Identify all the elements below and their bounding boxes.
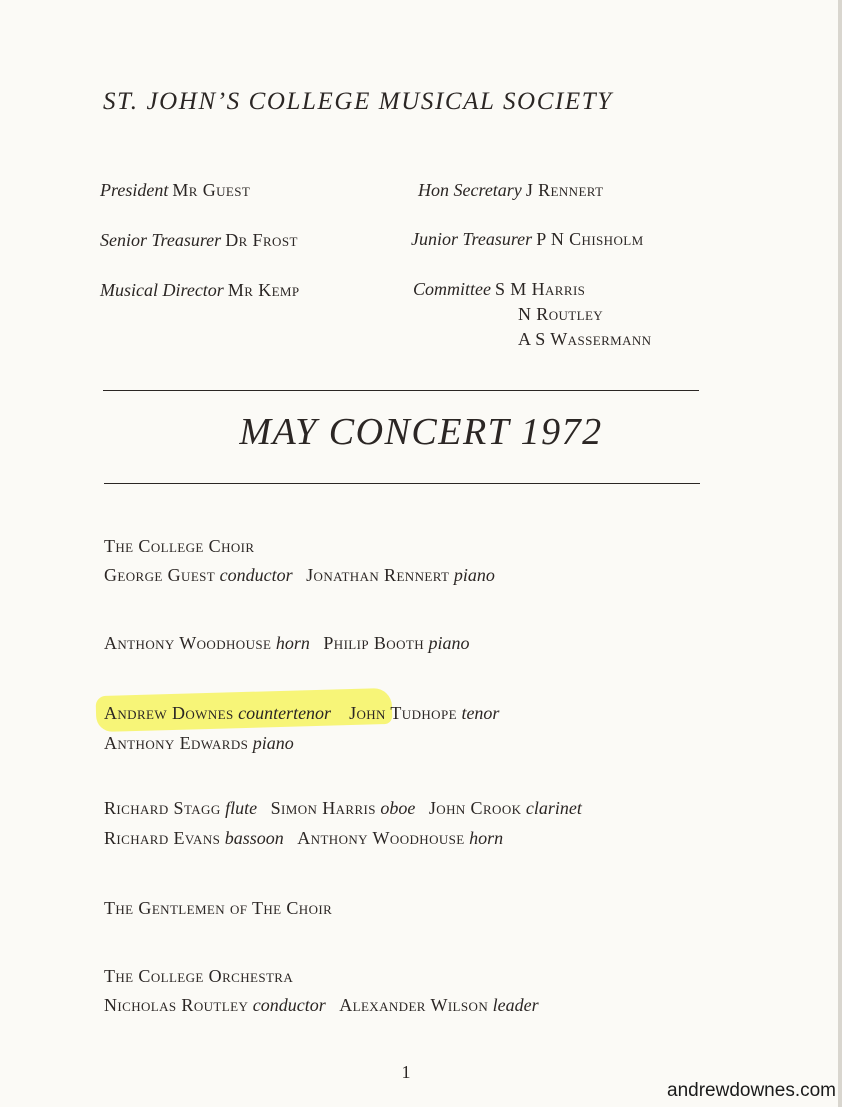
officer-name: J Rennert bbox=[525, 180, 604, 200]
performer-name: Andrew Downes bbox=[104, 703, 234, 723]
performer-name: Jonathan Rennert bbox=[306, 565, 450, 585]
ensemble-name: The College Choir bbox=[104, 536, 255, 556]
performer-role: horn bbox=[469, 828, 504, 848]
horn-recital-line bbox=[104, 633, 470, 654]
performer-name: Anthony Woodhouse bbox=[297, 828, 465, 848]
performer-role: piano bbox=[252, 733, 294, 753]
performer-name: Anthony Edwards bbox=[104, 733, 249, 753]
vocal-piano-line bbox=[104, 733, 294, 754]
orchestra-line bbox=[104, 995, 539, 1016]
officer-junior-treasurer bbox=[411, 229, 644, 250]
performer-name: Alexander Wilson bbox=[339, 995, 489, 1015]
performer-role: leader bbox=[492, 995, 539, 1015]
performer-name: John Crook bbox=[428, 798, 522, 818]
performer-role: clarinet bbox=[525, 798, 582, 818]
page-edge bbox=[838, 0, 842, 1107]
performer-name: John Tudhope bbox=[349, 703, 457, 723]
officer-name: Dr Frost bbox=[225, 230, 298, 250]
committee-member: A S Wassermann bbox=[518, 329, 652, 349]
officer-role: Musical Director bbox=[100, 280, 224, 300]
officer-musical-director bbox=[100, 280, 300, 301]
officer-role: Junior Treasurer bbox=[411, 229, 533, 249]
concert-title: MAY CONCERT 1972 bbox=[239, 411, 603, 453]
society-title: ST. JOHN’S COLLEGE MUSICAL SOCIETY bbox=[103, 88, 613, 115]
performer-role: conductor bbox=[252, 995, 326, 1015]
officer-role: Committee bbox=[413, 279, 491, 299]
choir-line bbox=[104, 565, 495, 586]
orchestra-ensemble bbox=[104, 966, 293, 987]
performer-role: conductor bbox=[219, 565, 293, 585]
performer-name: Anthony Woodhouse bbox=[104, 633, 272, 653]
officer-name: Mr Guest bbox=[172, 180, 251, 200]
officer-name: P N Chisholm bbox=[536, 229, 644, 249]
committee-member: N Routley bbox=[518, 304, 604, 324]
wind-line-1 bbox=[104, 798, 582, 819]
performer-role: countertenor bbox=[238, 703, 332, 723]
officer-president bbox=[100, 180, 250, 201]
performer-role: piano bbox=[428, 633, 470, 653]
officer-senior-treasurer bbox=[100, 230, 298, 251]
performer-name: Philip Booth bbox=[323, 633, 425, 653]
vocal-line bbox=[104, 703, 499, 724]
ensemble-name: The College Orchestra bbox=[104, 966, 294, 986]
performer-name: Nicholas Routley bbox=[104, 995, 249, 1015]
officer-role: Senior Treasurer bbox=[100, 230, 222, 250]
performer-name: Simon Harris bbox=[270, 798, 376, 818]
page-number: 1 bbox=[401, 1062, 411, 1082]
officer-role: Hon Secretary bbox=[418, 180, 522, 200]
performer-role: piano bbox=[453, 565, 495, 585]
performer-role: tenor bbox=[461, 703, 500, 723]
performer-name: Richard Stagg bbox=[104, 798, 221, 818]
wind-line-2 bbox=[104, 828, 503, 849]
choir-ensemble bbox=[104, 536, 254, 557]
officer-role: President bbox=[100, 180, 169, 200]
officer-hon-secretary bbox=[418, 180, 603, 201]
gentlemen-ensemble bbox=[104, 898, 332, 919]
divider-bottom bbox=[104, 483, 700, 484]
performer-role: oboe bbox=[380, 798, 416, 818]
performer-name: George Guest bbox=[104, 565, 216, 585]
ensemble-name: The Gentlemen of The Choir bbox=[104, 898, 333, 918]
officer-committee bbox=[413, 279, 585, 300]
performer-role: bassoon bbox=[224, 828, 284, 848]
performer-role: flute bbox=[225, 798, 258, 818]
committee-member: S M Harris bbox=[495, 279, 586, 299]
divider-top bbox=[103, 390, 699, 391]
website-watermark: andrewdownes.com bbox=[667, 1080, 836, 1101]
officer-name: Mr Kemp bbox=[227, 280, 300, 300]
performer-name: Richard Evans bbox=[104, 828, 221, 848]
performer-role: horn bbox=[275, 633, 310, 653]
